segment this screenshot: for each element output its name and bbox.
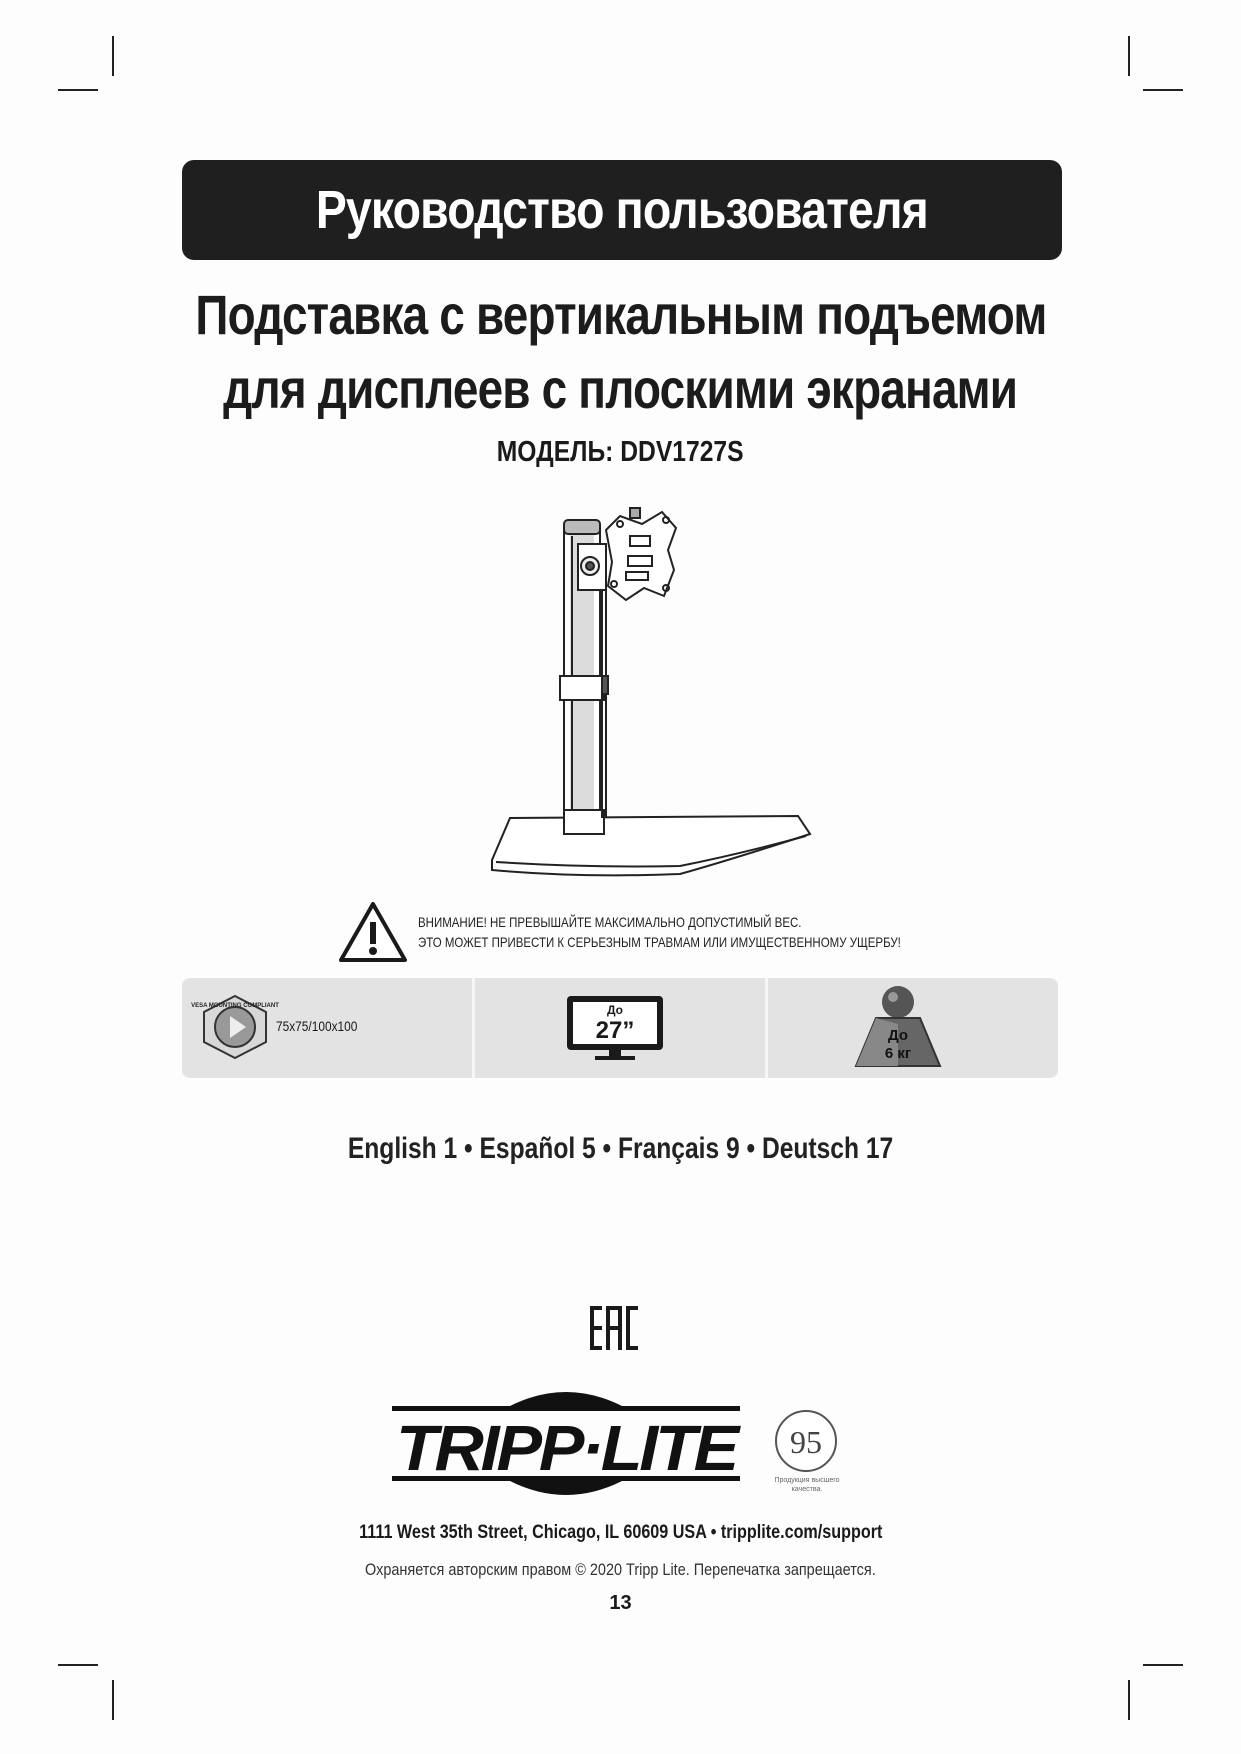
- screen-size-prefix: До: [606, 1003, 624, 1017]
- crop-mark: [58, 89, 98, 91]
- feature-strip: [182, 978, 1058, 1078]
- crop-mark: [1128, 36, 1130, 76]
- weight-prefix: До: [887, 1027, 909, 1044]
- monitor-icon: [565, 994, 665, 1064]
- warning-line1: ВНИМАНИЕ! НЕ ПРЕВЫШАЙТЕ МАКСИМАЛЬНО ДОПУСТИМЫЙ ВЕС.: [418, 914, 802, 930]
- anniversary-emblem-icon: [768, 1408, 844, 1474]
- product-title-line2: для дисплеев с плоскими экранами: [223, 357, 1018, 420]
- crop-mark: [112, 1680, 114, 1720]
- anniversary-caption: Продукция высшего качества.: [774, 1477, 840, 1493]
- manual-title: Руководство пользователя: [315, 180, 929, 240]
- monitor-stand-illustration: [480, 500, 820, 885]
- company-address: 1111 West 35th Street, Chicago, IL 60609 USA • tripplite.com/support: [358, 1522, 883, 1543]
- vesa-feature: [182, 978, 475, 1078]
- warning-text: [418, 912, 1007, 952]
- weight-value: 6 кг: [884, 1045, 912, 1062]
- weight-capacity-feature: [768, 978, 1058, 1078]
- vesa-badge-icon: [191, 994, 279, 1060]
- crop-mark: [1143, 1664, 1183, 1666]
- weight-warning: [338, 900, 901, 966]
- eac-icon: [590, 1306, 640, 1350]
- brand-wordmark: TRIPP·LITE: [396, 1412, 742, 1484]
- crop-mark: [1143, 89, 1183, 91]
- page-number: 13: [609, 1592, 632, 1614]
- manual-title-banner: [182, 160, 1062, 260]
- screen-size-feature: [475, 978, 768, 1078]
- crop-mark: [58, 1664, 98, 1666]
- language-index: English 1 • Español 5 • Français 9 • Deutsch 17: [347, 1132, 894, 1165]
- vesa-sizes: 75x75/100x100: [276, 1018, 358, 1034]
- warning-triangle-icon: [338, 900, 408, 964]
- product-title-line1: Подставка с вертикальным подъемом: [194, 283, 1047, 346]
- crop-mark: [112, 36, 114, 76]
- anniversary-badge: [768, 1408, 844, 1498]
- vesa-badge-text: VESA MOUNTING COMPLIANT: [191, 1003, 279, 1009]
- warning-line2: ЭТО МОЖЕТ ПРИВЕСТИ К СЕРЬЕЗНЫМ ТРАВМАМ ИЛИ ИМУЩЕСТВЕННОМУ УЩЕРБУ!: [418, 934, 901, 950]
- screen-size-value: 27”: [595, 1017, 635, 1044]
- tripp-lite-logo: [392, 1384, 740, 1494]
- model-number: МОДЕЛЬ: DDV1727S: [497, 436, 744, 468]
- copyright-notice: Охраняется авторским правом © 2020 Tripp Lite. Перепечатка запрещается.: [365, 1560, 876, 1579]
- weight-icon: [852, 982, 944, 1074]
- crop-mark: [1128, 1680, 1130, 1720]
- anniversary-number: 95: [790, 1424, 822, 1460]
